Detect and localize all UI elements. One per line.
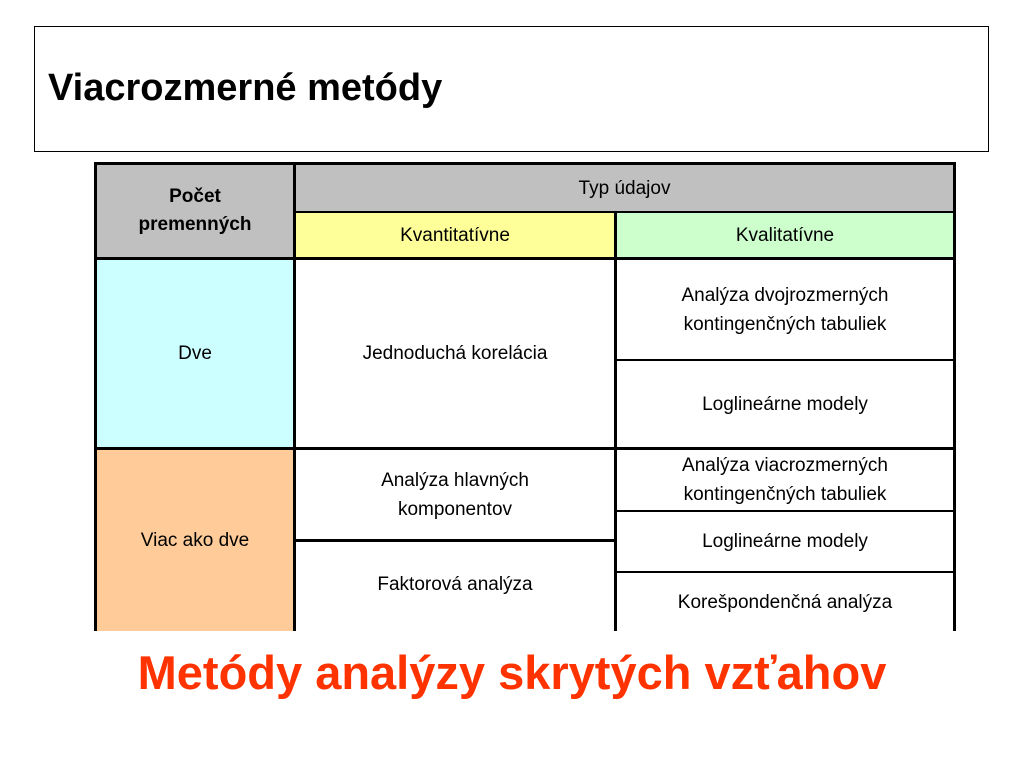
table-divider xyxy=(617,571,953,573)
row-two-qual-cell-1: Analýza dvojrozmerných kontingenčných tabuliek xyxy=(632,260,938,359)
header-quantitative-cell: Kvantitatívne xyxy=(296,213,614,257)
row-two-qual-cell-2: Loglineárne modely xyxy=(617,361,953,447)
table-divider xyxy=(617,359,953,361)
table-divider xyxy=(614,211,617,628)
row-more-quant-cell-2: Faktorová analýza xyxy=(296,542,614,631)
row-two-quant-cell: Jednoduchá korelácia xyxy=(296,260,614,447)
row-more-label-cell: Viac ako dve xyxy=(97,450,293,631)
slide-subtitle: Metódy analýzy skrytých vzťahov xyxy=(137,646,887,699)
row-more-qual-cell-3: Korešpondenčná analýza xyxy=(617,573,953,631)
table-divider xyxy=(296,211,953,213)
table-divider xyxy=(617,510,953,512)
table-divider xyxy=(97,257,953,260)
header-data-type-cell: Typ údajov xyxy=(296,165,953,211)
title-box xyxy=(34,26,989,152)
row-two-label-cell: Dve xyxy=(97,260,293,447)
table-divider xyxy=(97,447,953,450)
header-qualitative-cell: Kvalitatívne xyxy=(617,213,953,257)
row-more-qual-cell-1: Analýza viacrozmerných kontingenčných tabuliek xyxy=(642,450,928,510)
table-divider xyxy=(293,165,296,628)
header-corner-cell: Počet premenných xyxy=(97,165,293,257)
row-more-quant-cell-1: Analýza hlavných komponentov xyxy=(347,450,563,539)
table-divider xyxy=(296,539,614,542)
methods-table xyxy=(94,162,956,631)
slide-title: Viacrozmerné metódy xyxy=(48,67,443,109)
row-more-qual-cell-2: Loglineárne modely xyxy=(617,512,953,571)
